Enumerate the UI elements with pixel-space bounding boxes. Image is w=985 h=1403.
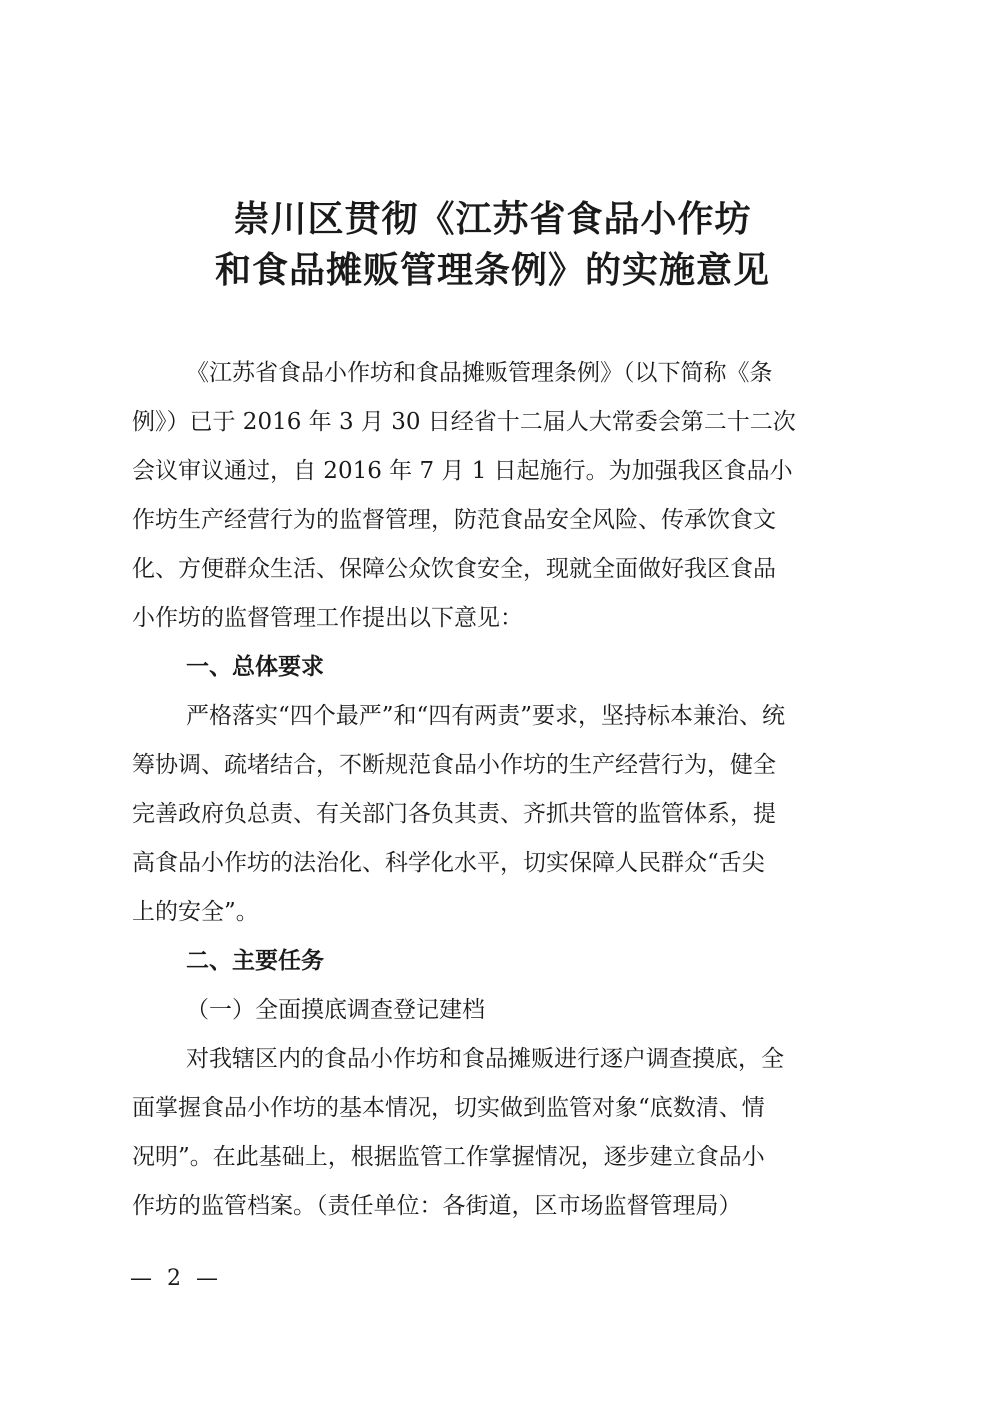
intro-line-3: 会议审议通过，自 2016 年 7 月 1 日起施行。为加强我区食品小 [132,458,793,484]
section-heading-2: 二、主要任务 [186,948,324,974]
subsection-heading: （一）全面摸底调查登记建档 [186,997,485,1023]
section2-line-4: 作坊的监管档案。（责任单位：各街道，区市场监督管理局） [132,1193,742,1219]
document-title-line-1: 崇川区贯彻《江苏省食品小作坊 [233,198,752,240]
section1-line-1: 严格落实“四个最严”和“四有两责”要求，坚持标本兼治、统 [186,703,786,729]
intro-line-6: 小作坊的监督管理工作提出以下意见： [132,605,523,631]
intro-line-1: 《江苏省食品小作坊和食品摊贩管理条例》（以下简称《条 [186,360,773,386]
document-title-line-2: 和食品摊贩管理条例》的实施意见 [214,249,770,291]
section1-line-5: 上的安全”。 [132,899,259,925]
section2-line-1: 对我辖区内的食品小作坊和食品摊贩进行逐户调查摸底，全 [186,1046,784,1072]
section-heading-1: 一、总体要求 [186,654,324,680]
intro-line-2: 例》）已于 2016 年 3 月 30 日经省十二届人大常委会第二十二次 [132,409,796,435]
intro-line-5: 化、方便群众生活、保障公众饮食安全，现就全面做好我区食品 [132,556,776,582]
page-number: — 2 — [130,1266,222,1291]
section2-line-2: 面掌握食品小作坊的基本情况，切实做到监管对象“底数清、情 [132,1095,765,1121]
section1-line-2: 筹协调、疏堵结合，不断规范食品小作坊的生产经营行为，健全 [132,752,776,778]
intro-line-4: 作坊生产经营行为的监督管理，防范食品安全风险、传承饮食文 [132,507,776,533]
section1-line-4: 高食品小作坊的法治化、科学化水平，切实保障人民群众“舌尖 [132,850,765,876]
section2-line-3: 况明”。在此基础上，根据监管工作掌握情况，逐步建立食品小 [132,1144,765,1170]
section1-line-3: 完善政府负总责、有关部门各负其责、齐抓共管的监管体系，提 [132,801,776,827]
